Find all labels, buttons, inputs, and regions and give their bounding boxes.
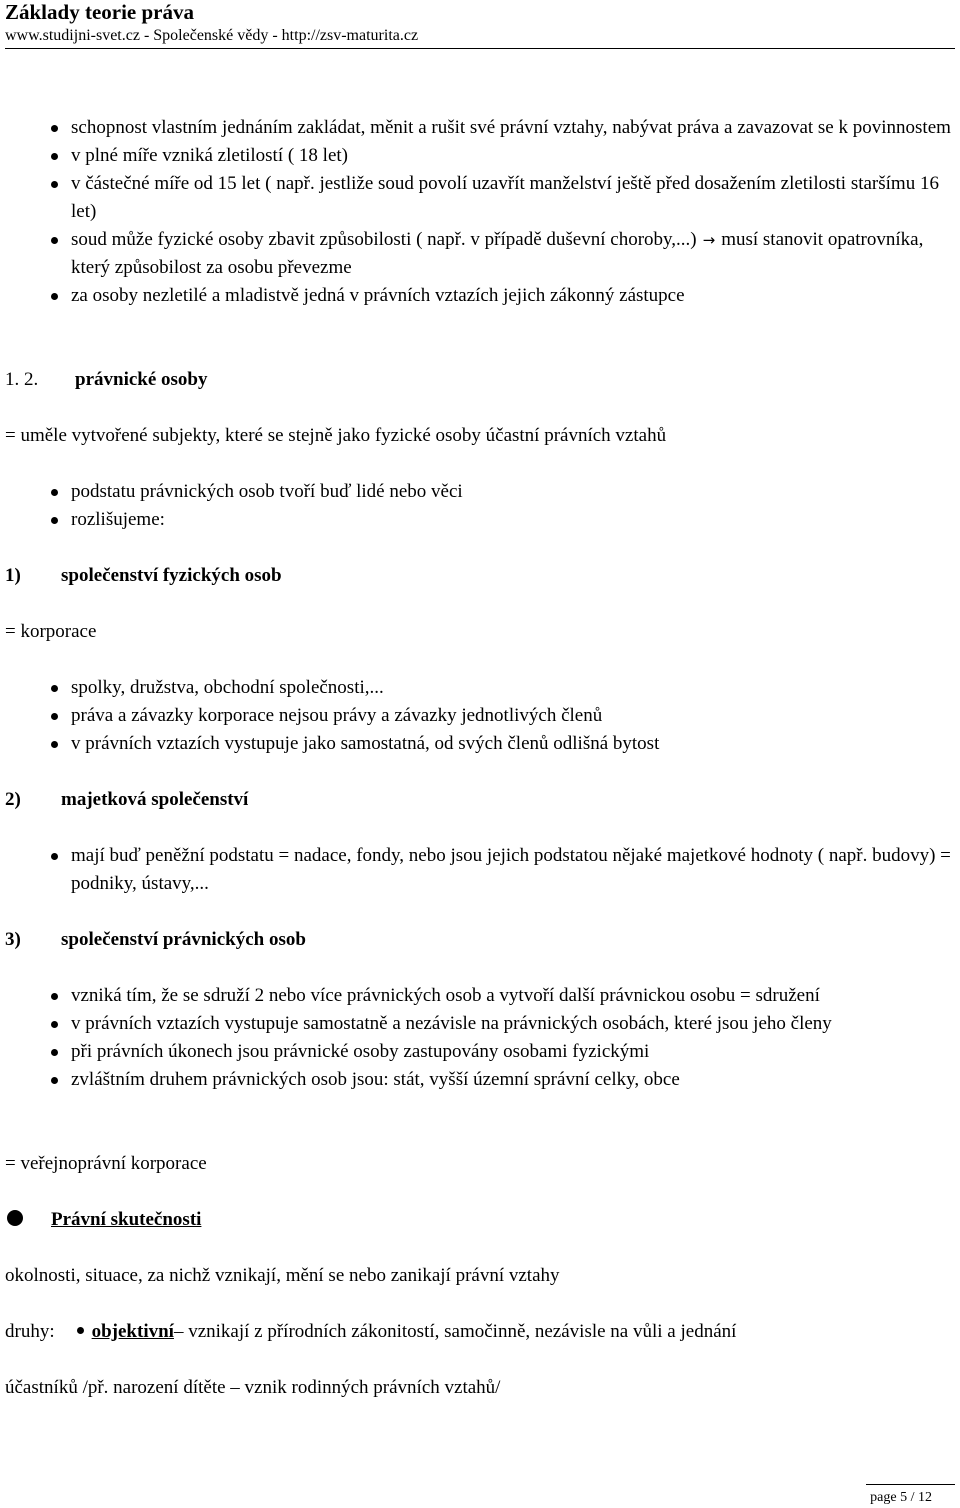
list-item: práva a závazky korporace nejsou právy a závazky jednotlivých členů — [0, 702, 960, 730]
list-item: vzniká tím, že se sdruží 2 nebo více právnických osob a vytvoří další právnickou osobu = sdružení — [0, 982, 960, 1010]
section-heading: 1. 2. právnické osoby — [5, 369, 208, 390]
korporace-text: = korporace — [5, 621, 97, 642]
korporace-list — [0, 674, 960, 758]
types-line: druhy: objektivní– vznikají z přírodních zákonitostí, samočinně, nezávisle na vůli a jednání — [5, 1321, 737, 1342]
public-corporation-text: = veřejnoprávní korporace — [5, 1153, 207, 1174]
legal-facts-heading: Právní skutečnosti — [7, 1206, 201, 1234]
list-item: rozlišujeme: — [0, 506, 960, 534]
circumstances-text: okolnosti, situace, za nichž vznikají, mění se nebo zanikají právní vztahy — [5, 1265, 560, 1286]
right-arrow-icon: → — [702, 231, 716, 249]
legal-entity-list — [0, 478, 960, 534]
list-item: soud může fyzické osoby zbavit způsobilosti ( např. v případě duševní choroby,...) → musí stanovit opatrovníka, který způsobilost za osobu převezme — [0, 226, 960, 282]
list-item: podstatu právnických osob tvoří buď lidé nebo věci — [0, 478, 960, 506]
definition-text: = uměle vytvořené subjekty, které se stejně jako fyzické osoby účastní právních vztahů — [5, 425, 667, 446]
header-subtitle: www.studijni-svet.cz - Společenské vědy - http://zsv-maturita.cz — [5, 27, 419, 44]
list-item: za osoby nezletilé a mladistvě jedná v právních vztazích jejich zákonný zástupce — [0, 282, 960, 310]
subheading-2: 2) majetková společenství — [5, 789, 249, 810]
subheading-3: 3) společenství právnických osob — [5, 929, 306, 950]
property-list — [0, 842, 960, 898]
list-item: mají buď peněžní podstatu = nadace, fondy, nebo jsou jejich podstatou nějaké majetkové hodnoty ( např. budovy) = podniky, ústavy,... — [0, 842, 960, 898]
list-item: zvláštním druhem právnických osob jsou: stát, vyšší územní správní celky, obce — [0, 1066, 960, 1094]
subheading-1: 1) společenství fyzických osob — [5, 565, 282, 586]
association-list — [0, 982, 960, 1094]
capacity-list — [0, 114, 960, 310]
list-item: schopnost vlastním jednáním zakládat, měnit a rušit své právní vztahy, nabývat práva a zavazovat se k povinnostem — [0, 114, 960, 142]
page-number: page 5 / 12 — [870, 1490, 932, 1505]
header-divider — [5, 48, 955, 49]
bullet-icon — [7, 1210, 23, 1226]
list-item: při právních úkonech jsou právnické osoby zastupovány osobami fyzickými — [0, 1038, 960, 1066]
list-item: spolky, družstva, obchodní společnosti,... — [0, 674, 960, 702]
list-item: v částečné míře od 15 let ( např. jestliže soud povolí uzavřít manželství ještě před dosažením zletilosti staršímu 16 let) — [0, 170, 960, 226]
bullet-icon — [77, 1327, 84, 1334]
document-title: Základy teorie práva — [5, 0, 194, 24]
participants-text: účastníků /př. narození dítěte – vznik rodinných právních vztahů/ — [5, 1377, 501, 1398]
footer-divider — [866, 1484, 955, 1485]
list-item: v právních vztazích vystupuje jako samostatná, od svých členů odlišná bytost — [0, 730, 960, 758]
list-item: v plné míře vzniká zletilostí ( 18 let) — [0, 142, 960, 170]
list-item: v právních vztazích vystupuje samostatně a nezávisle na právnických osobách, které jsou jeho členy — [0, 1010, 960, 1038]
